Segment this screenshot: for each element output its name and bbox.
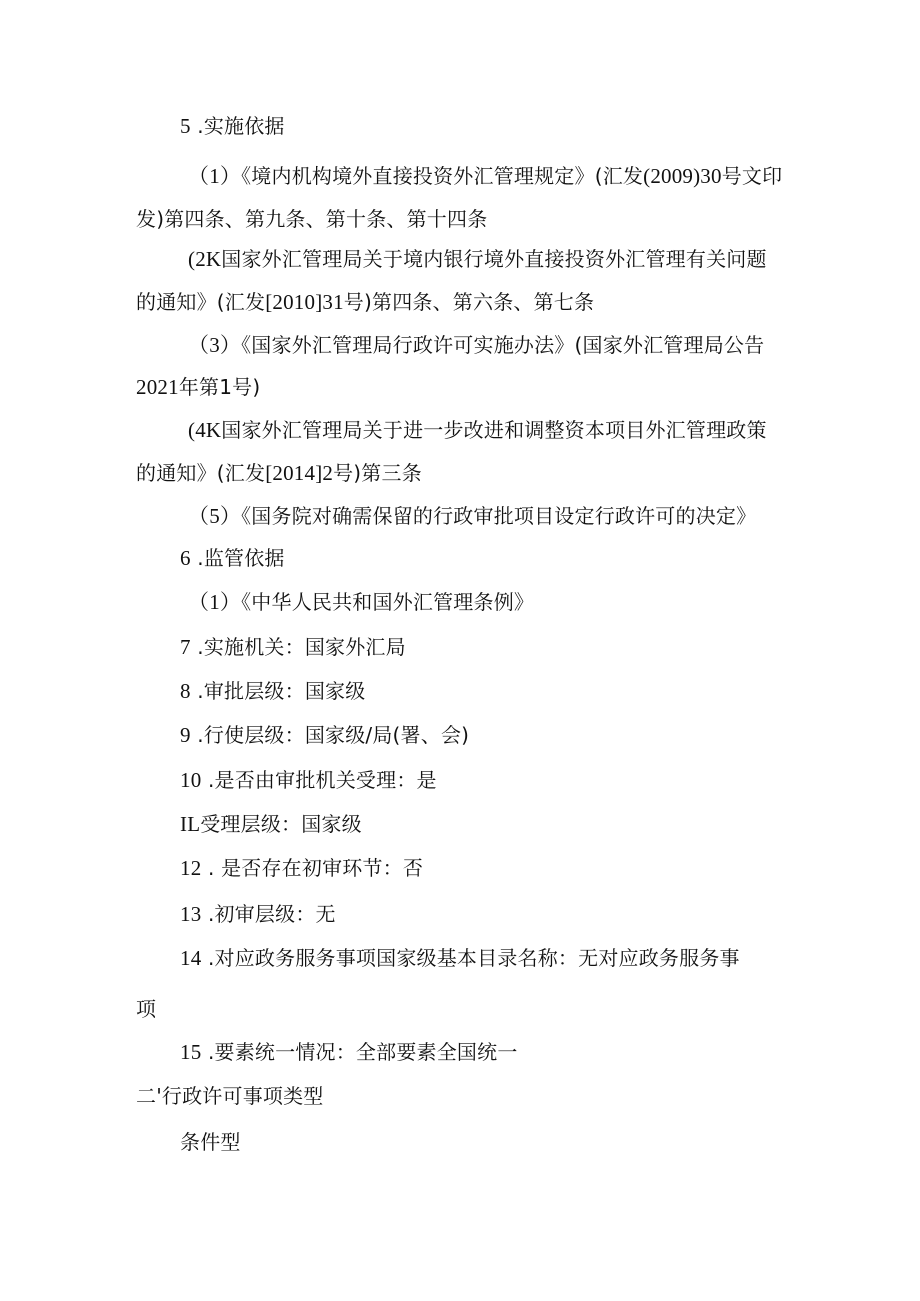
- section-number: IL: [180, 812, 201, 836]
- section-number: 6: [180, 546, 191, 570]
- item-number: （3）: [188, 333, 242, 357]
- item-number: (4K: [188, 418, 222, 442]
- section-8: [180, 679, 365, 703]
- item-text-line2: 的通知》(汇发: [136, 461, 266, 485]
- supervision-item-1: [188, 590, 534, 614]
- section-text: . 是否存在初审环节：否: [201, 856, 424, 880]
- section-2-heading: [136, 1084, 324, 1108]
- section-text: 受理层级：国家级: [200, 812, 362, 836]
- item-text: 国家外汇管理局关于境内银行境外直接投资外汇管理有关问题: [221, 247, 767, 271]
- section-14-line-1: [180, 946, 740, 970]
- section-text: .实施机关：国家外汇局: [190, 635, 406, 659]
- basis-item-4-line-2: [136, 461, 422, 485]
- section-text: .要素统一情况：全部要素全国统一: [201, 1040, 518, 1064]
- section-number: 12: [180, 856, 202, 880]
- section-10: [180, 768, 437, 792]
- section-text: .初审层级：无: [201, 902, 336, 926]
- basis-item-2-line-1: [188, 247, 767, 271]
- item-text-line2-cont: 号)第三条: [333, 461, 422, 485]
- item-doc-number: [2010]31: [265, 290, 344, 314]
- section-text: .对应政务服务事项国家级基本目录名称：无对应政务服务事: [201, 946, 740, 970]
- item-doc-number: [2014]2: [265, 461, 334, 485]
- section-number: 15: [180, 1040, 202, 1064]
- item-text: 《中华人民共和国外汇管理条例》: [241, 590, 535, 614]
- section-text: .是否由审批机关受理：是: [201, 768, 437, 792]
- section-text: .行使层级：国家级/局(署、会): [190, 723, 470, 747]
- permit-type-value: 条件型: [180, 1130, 241, 1154]
- section-heading-text: 二'行政许可事项类型: [136, 1084, 324, 1108]
- item-text-line2: 年第1号): [178, 375, 261, 399]
- section-13: [180, 902, 336, 926]
- basis-item-5: [188, 504, 756, 528]
- section-text-line2: 项: [136, 997, 157, 1021]
- section-number: 8: [180, 679, 191, 703]
- item-number: （1）: [188, 590, 242, 614]
- section-6-heading: [180, 546, 285, 570]
- section-number: 10: [180, 768, 202, 792]
- section-title: .实施依据: [190, 114, 285, 138]
- item-text-line2: 的通知》(汇发: [136, 290, 266, 314]
- basis-item-1-line-1: [188, 164, 782, 188]
- item-number: （1）: [188, 164, 242, 188]
- section-5-heading: [180, 114, 285, 138]
- item-text-line2: 发)第四条、第九条、第十条、第十四条: [136, 207, 488, 231]
- section-7: [180, 635, 406, 659]
- basis-item-1-line-2: [136, 207, 487, 231]
- item-doc-number: (2009)30: [643, 164, 722, 188]
- section-number: 7: [180, 635, 191, 659]
- item-text: 《国务院对确需保留的行政审批项目设定行政许可的决定》: [241, 504, 757, 528]
- item-text: 《境内机构境外直接投资外汇管理规定》(汇发: [241, 164, 644, 188]
- item-text-cont: 号文印: [721, 164, 783, 188]
- section-9: [180, 723, 469, 747]
- item-text: 国家外汇管理局关于进一步改进和调整资本项目外汇管理政策: [221, 418, 767, 442]
- section-15: [180, 1040, 518, 1064]
- section-11: [180, 812, 362, 836]
- basis-item-4-line-1: [188, 418, 767, 442]
- section-text: .审批层级：国家级: [190, 679, 366, 703]
- basis-item-2-line-2: [136, 290, 594, 314]
- item-year: 2021: [136, 375, 179, 399]
- item-text: 《国家外汇管理局行政许可实施办法》(国家外汇管理局公告: [241, 333, 765, 357]
- section-number: 9: [180, 723, 191, 747]
- basis-item-3-line-2: [136, 375, 260, 399]
- section-number: 5: [180, 114, 191, 138]
- item-number: （5）: [188, 504, 242, 528]
- basis-item-3-line-1: [188, 333, 764, 357]
- section-number: 13: [180, 902, 202, 926]
- section-14-line-2: [136, 997, 156, 1021]
- item-text-line2-cont: 号)第四条、第六条、第七条: [343, 290, 595, 314]
- item-number: (2K: [188, 247, 222, 271]
- section-title: .监管依据: [190, 546, 285, 570]
- section-12: [180, 856, 423, 880]
- section-2-value: [180, 1130, 241, 1154]
- section-number: 14: [180, 946, 202, 970]
